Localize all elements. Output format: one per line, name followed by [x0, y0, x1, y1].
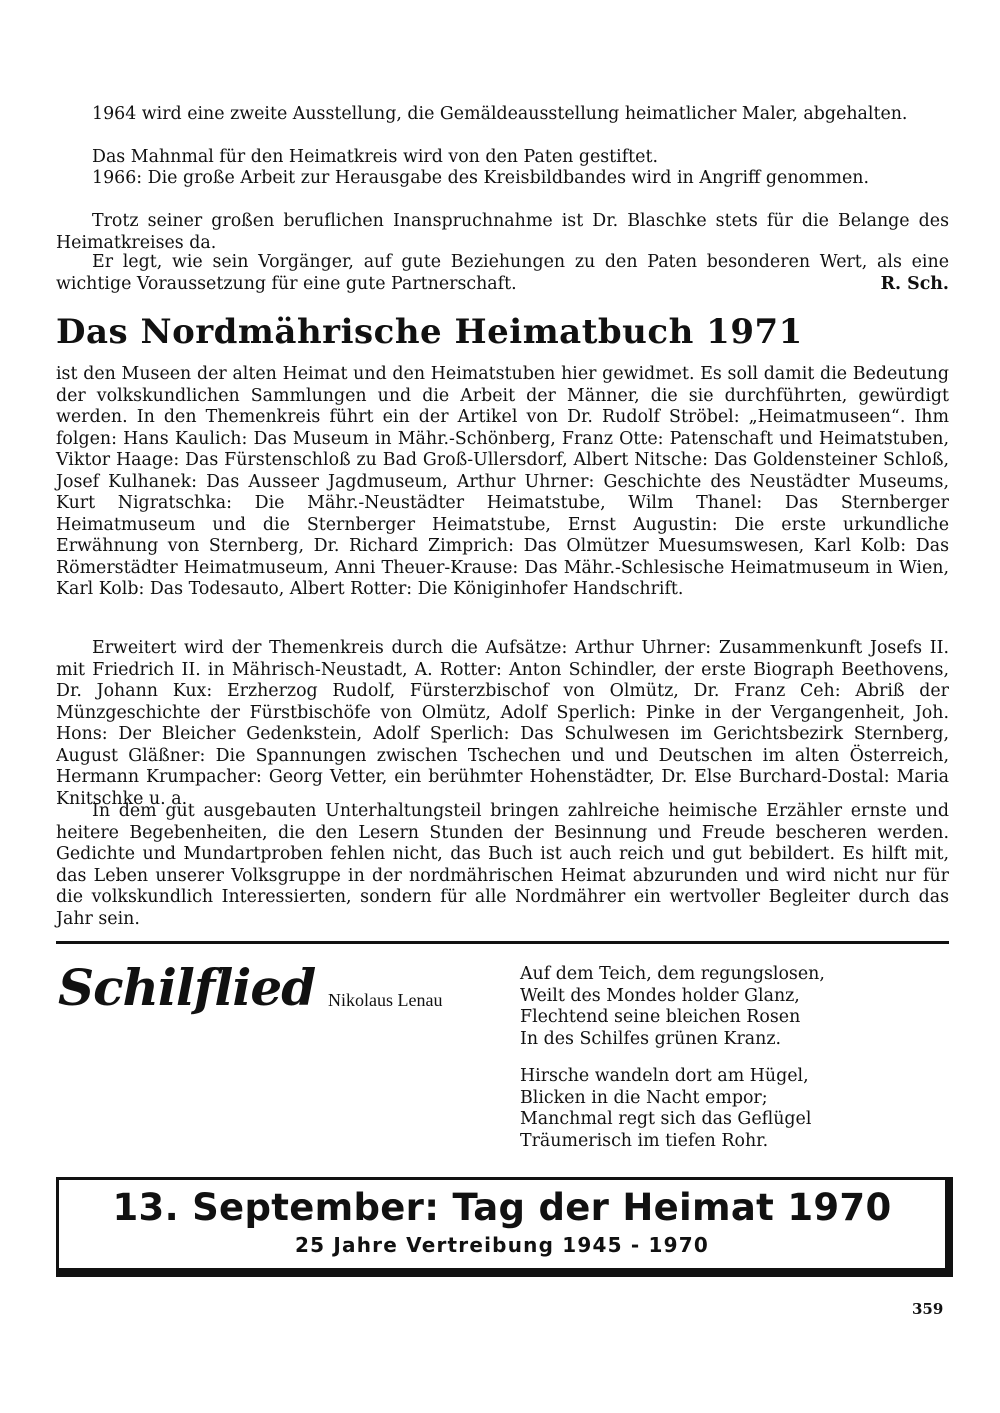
intro-paragraph-3: 1966: Die große Arbeit zur Herausgabe des Kreisbildbandes wird in Angriff genommen. — [92, 168, 869, 188]
section-divider — [56, 941, 949, 944]
poem-line: Auf dem Teich, dem regungslosen, — [520, 964, 825, 984]
announcement-title: 13. September: Tag der Heimat 1970 — [112, 1186, 892, 1229]
poem-line: Manchmal regt sich das Geflügel — [520, 1109, 812, 1129]
poem-line: Weilt des Mondes holder Glanz, — [520, 985, 800, 1006]
article-paragraph-3: In dem gut ausgebauten Unterhaltungsteil bringen zahlreiche heimische Erzähler ernste und heitere Begebenheiten, die den Lesern Stunden der Besinnung und Freude bescheren werden. Gedichte und Mundartproben fehlen nicht, das Buch ist auch reich und gut bebildert. Es hilft mit, das Leben unserer Volksgruppe in der nordmährischen Heimat abzurunden und wird nicht nur für die volkskundlich Interessierten, sondern für alle Nordmährer ein wertvoller Begleiter durch das Jahr sein. — [56, 801, 949, 929]
poem-author: Nikolaus Lenau — [328, 990, 443, 1010]
poem-stanza-1 — [520, 964, 825, 1050]
intro-paragraph-4: Trotz seiner großen beruflichen Inanspruchnahme ist Dr. Blaschke stets für die Belange des Heimatkreises da. — [56, 211, 949, 253]
page-number: 359 — [912, 1300, 944, 1318]
article-paragraph-1: ist den Museen der alten Heimat und den Heimatstuben hier gewidmet. Es soll damit die Bedeutung der volkskundlichen Sammlungen und die Arbeit der Männer, die sie durchführten, gewürdigt werden. In den Themenkreis führt ein der Artikel von Dr. Rudolf Ströbel: „Heimatmuseen“. Ihm folgen: Hans Kaulich: Das Museum in Mähr.-Schönberg, Franz Otte: Patenschaft und Heimatstuben, Viktor Haage: Das Fürstenschloß zu Bad Groß-Ullersdorf, Albert Nitsche: Das Goldensteiner Schloß, Josef Kulhanek: Das Ausseer Jagdmuseum, Arthur Uhrner: Geschichte des Neustädter Museums, Kurt Nigratschka: Die Mähr.-Neustädter Heimatstube, Wilm Thanel: Das Sternberger Heimatmuseum und die Sternberger Heimatstube, Ernst Augustin: Die erste urkundliche Erwähnung von Sternberg, Dr. Richard Zimprich: Das Olmützer Muesumswesen, Karl Kolb: Das Römerstädter Heimatmuseum, Anni Theuer-Krause: Das Mähr.-Schlesische Heimatmuseum in Wien, Karl Kolb: Das Todesauto, Albert Rotter: Die Königinhofer Handschrift. — [56, 364, 949, 599]
announcement-subtitle: 25 Jahre Vertreibung 1945 - 1970 — [294, 1233, 710, 1257]
article-title: Das Nordmährische Heimatbuch 1971 — [56, 312, 803, 352]
poem-line: In des Schilfes grünen Kranz. — [520, 1028, 782, 1049]
announcement-box — [56, 1177, 953, 1277]
poem-line: Träumerisch im tiefen Rohr. — [520, 1130, 769, 1151]
poem-title: Schilflied — [58, 958, 316, 1017]
poem-line: Hirsche wandeln dort am Hügel, — [520, 1066, 809, 1086]
intro-paragraph-5 — [56, 252, 949, 295]
poem-line: Flechtend seine bleichen Rosen — [520, 1007, 801, 1027]
intro-paragraph-1: 1964 wird eine zweite Ausstellung, die Gemäldeausstellung heimatlicher Maler, abgehalten. — [92, 104, 908, 124]
poem-stanza-2 — [520, 1066, 811, 1152]
intro-paragraph-2: Das Mahnmal für den Heimatkreis wird von den Paten gestiftet. — [92, 147, 658, 167]
author-signature: R. Sch. — [880, 273, 949, 294]
poem-line: Blicken in die Nacht empor; — [520, 1087, 768, 1108]
article-paragraph-2: Erweitert wird der Themenkreis durch die Aufsätze: Arthur Uhrner: Zusammenkunft Josefs II. mit Friedrich II. in Mährisch-Neustadt, A. Rotter: Anton Schindler, der erste Biograph Beethovens, Dr. Johann Kux: Erzherzog Rudolf, Fürsterzbischof von Olmütz, Dr. Franz Ceh: Abriß der Münzgeschichte der Fürstbischöfe von Olmütz, Adolf Sperlich: Pinke in der Vergangenheit, Joh. Hons: Der Bleicher Gedenkstein, Adolf Sperlich: Das Schulwesen im Gerichtsbezirk Sternberg, August Gläßner: Die Spannungen zwischen Tschechen und und Deutschen im alten Österreich, Hermann Krumpacher: Georg Vetter, ein berühmter Hohenstädter, Dr. Else Burchard-Dostal: Maria Knitschke u. a. — [56, 638, 949, 809]
intro-paragraph-5-text: Er legt, wie sein Vorgänger, auf gute Beziehungen zu den Paten besonderen Wert, als eine wichtige Voraussetzung für eine gute Partnerschaft. — [56, 252, 949, 294]
